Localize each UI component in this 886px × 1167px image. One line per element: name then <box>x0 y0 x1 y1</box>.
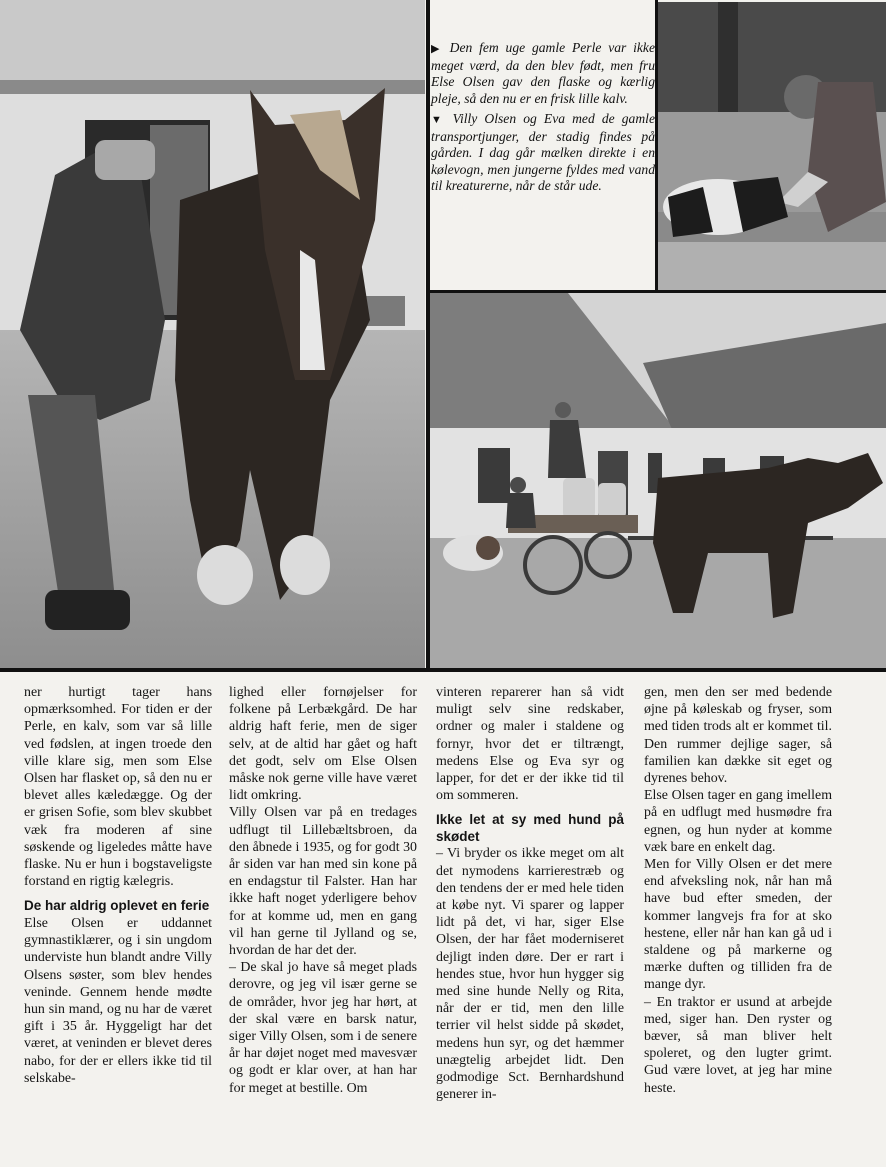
paragraph: lighed eller fornøjelser for folkene på Lerbækgård. De har aldrig haft ferie, men de siger selv, at de altid har gået og haft det godt, selv om Else Olsen måske nok gerne ville have været lidt omkring. <box>229 685 417 804</box>
farmyard-horse-cart-photo <box>428 293 886 671</box>
caption-box <box>431 40 655 290</box>
pointer-down-icon: ▼ <box>431 114 446 126</box>
article-column-4 <box>644 684 832 1097</box>
man-with-horse-photo <box>0 0 425 668</box>
paragraph: Else Olsen er uddannet gymnastiklærer, og i sin ungdom underviste hun blandt andre Villy Olsens søster, som blev hendes veninde. Gennem hende mødte hun sin mand, og nu har de været gift i 35 år. Hyggeligt har det været, at veninden er blevet deres nabo, for der er ellers ikke tid til selskabe- <box>24 915 212 1086</box>
family-caption <box>431 111 655 195</box>
photo-divider <box>655 0 658 292</box>
subheading: Ikke let at sy med hund på skødet <box>436 812 624 844</box>
article-column-1 <box>24 684 212 1087</box>
paragraph: gen, men den ser med bedende øjne på køleskab og fryser, som med tiden trods alt er kommet til. Den rummer dejlige sager, så familien kan dække sit eget og dyrenes behov. <box>644 685 832 787</box>
photo-divider <box>428 290 886 293</box>
photo-divider <box>426 0 430 672</box>
article-column-3 <box>436 684 624 1103</box>
paragraph: ner hurtigt tager hans opmærksomhed. For tiden er der Perle, en kalv, som var så lille ved fødslen, at ingen troede den ville klare sig, men som Else Olsen har flasket op, så den nu er blevet alles kæledægge. Og der er grisen Sofie, som blev skubbet væk fra moderen af sine søskende og ligeledes måtte have flaske. Nu er hun i bogstaveligste forstand en rigtig kælegris. <box>24 685 212 890</box>
family-caption-text: Villy Olsen og Eva med de gamle transportjunger, der stadig findes på gården. I dag går mælken direkte i en kølevogn, men jungerne fyldes med vand til kreaturerne, når de står ude. <box>431 111 655 193</box>
subheading: De har aldrig oplevet en ferie <box>24 898 210 914</box>
paragraph: Villy Olsen var på en tredages udflugt til Lillebæltsbroen, da den åbnede i 1935, og for godt 30 år siden var han med sin kone på en endagstur til Falster. Han har ikke haft noget yderligere behov for at komme ud, men en gang vil han gerne til Jylland og se, hvordan de har det der. <box>229 805 417 959</box>
paragraph: Else Olsen tager en gang imellem på en udflugt med husmødre fra egnen, og hun nyder at komme væk bare en enkelt dag. <box>644 788 832 855</box>
paragraph: – De skal jo have så meget plads derovre, og jeg vil især gerne se de områder, hvor jeg har hørt, at der skal være en barsk natur, siger Villy Olsen, som i de senere år har døjet noget med mavesvær og godt er klar over, at han har for meget at bestille. Om <box>229 960 417 1096</box>
paragraph: Men for Villy Olsen er det mere end afveksling nok, når han må have bud efter smeden, der kommer langvejs fra for at sko hestene, eller når han kan gå ud i staldene og på markerne og mærke duften og tilliden fra de mange dyr. <box>644 857 832 993</box>
woman-feeding-calf-photo <box>658 2 886 290</box>
paragraph: – En traktor er usund at arbejde med, siger han. Den ryster og bæver, så man bliver helt spoleret, og den lugter grimt. Gud være lovet, at jeg har mine heste. <box>644 994 832 1096</box>
photo-divider <box>0 668 886 672</box>
article-column-2 <box>229 684 417 1097</box>
pointer-right-icon: ▶ <box>431 43 443 55</box>
calf-caption <box>431 40 655 107</box>
paragraph: – Vi bryder os ikke meget om alt det nymodens karrierestræb og den tendens der er med hele tiden at købe nyt. Vi sparer og lapper lidt på det, vi har, siger Else Olsen, der har fået moderniseret dejligt inden døre. Der er rart i hendes stue, hvor hun hygger sig med sine hunde Nelly og Rita, når der er tid, men den lille terrier vil helst sidde på skødet, medens hun syr, og det hæmmer unægtelig arbejdet lidt. Den godmodige Sct. Bernhardshund generer in- <box>436 846 624 1103</box>
calf-caption-text: Den fem uge gamle Perle var ikke meget værd, da den blev født, men fru Else Olsen gav den flaske og kærlig pleje, så den nu er en frisk lille kalv. <box>431 40 655 106</box>
paragraph: vinteren reparerer han så vidt muligt selv sine redskaber, ordner og maler i staldene og fornyr, hvor det er tiltrængt, medens Else og Eva syr og lapper, for det er der ikke tid til om sommeren. <box>436 685 624 804</box>
